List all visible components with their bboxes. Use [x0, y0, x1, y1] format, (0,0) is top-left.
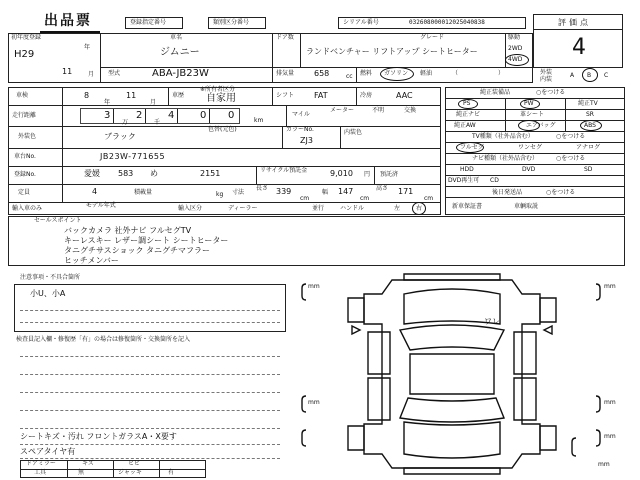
- color-code-label: カラーNo.: [286, 126, 314, 133]
- mile-option-meter: メーター: [330, 107, 355, 114]
- interior-color-label: 内装色: [344, 129, 363, 136]
- direct-import-label: 並行: [312, 205, 325, 212]
- displacement-unit: cc: [346, 73, 353, 80]
- sales-point-line-4: ヒッチメンバー: [64, 256, 119, 265]
- shift-label: シフト: [276, 92, 295, 99]
- eq-airbag: エアバッグ: [526, 122, 556, 129]
- mileage-unit-man: 万: [122, 119, 129, 126]
- mm-label-mid-left: mm: [308, 399, 320, 406]
- genuine-attach-note: ○をつける: [536, 89, 566, 96]
- height-value: 171: [398, 187, 414, 196]
- sales-points-label: セールスポイント: [34, 217, 82, 224]
- mileage-digit-3: 4: [168, 110, 175, 121]
- manual-label: 車輌取説: [514, 203, 539, 210]
- eq-genuine-navi: 純正ナビ: [456, 111, 481, 118]
- width-label: 幅: [322, 189, 329, 196]
- category-box: [208, 17, 266, 29]
- first-reg-label: 初年度登録: [11, 34, 42, 41]
- legend-scratch: キズ: [82, 460, 94, 467]
- later-shipment-label: 後日発送品: [492, 189, 523, 196]
- displacement-value: 658: [314, 69, 330, 78]
- inspector-notes-label: 検査員記入欄・修復歴「有」の場合は修復箇所・交換箇所を記入: [16, 336, 191, 343]
- tv-fullseg: フルセグ: [460, 144, 484, 151]
- legend-jack: ジャッキ: [118, 469, 142, 476]
- legend-crack: ヒビ: [128, 460, 141, 467]
- tv-oneseg: ワンセグ: [518, 144, 543, 151]
- color-code-value: ZJ3: [300, 136, 313, 145]
- legend-door-mirror: ドアミラー: [26, 460, 56, 467]
- shaken-month-unit: 月: [150, 99, 157, 106]
- exterior-label: 外装: [540, 69, 553, 76]
- mm-label-top-left: mm: [308, 283, 320, 290]
- car-name-label: 車名: [170, 34, 183, 41]
- steering-right: 右: [416, 205, 423, 212]
- ac-value: AAC: [396, 91, 413, 100]
- legend-present: 有: [168, 469, 175, 476]
- serial-value: 032608000012025040838: [409, 19, 485, 26]
- grade-value: ランドベンチャー リフトアップ シートヒーター: [306, 47, 478, 56]
- mileage-digit-5: 0: [228, 110, 235, 121]
- length-label: 長さ: [256, 185, 269, 192]
- displacement-label: 排気量: [276, 70, 295, 77]
- load-label: 積載量: [134, 189, 153, 196]
- warranty-label: 新車保証書: [452, 203, 483, 210]
- overall-grade-box: [533, 14, 623, 68]
- genuine-equipment-label: 純正装備品: [480, 89, 511, 96]
- mm-label-bottom-right: mm: [604, 433, 616, 440]
- grade-label: グレード: [420, 34, 445, 41]
- eq-abs: ABS: [584, 122, 596, 129]
- dvd-playback-label: DVD再生可: [448, 177, 480, 184]
- first-reg-month: 11: [62, 67, 73, 76]
- use-value: 自家用: [206, 93, 236, 104]
- tv-type-label: TV種類（社外品含む）: [472, 133, 534, 140]
- drive-label: 駆動: [508, 34, 521, 41]
- remark-line-2: スペアタイヤ有: [20, 447, 76, 456]
- mileage-label: 走行距離: [12, 112, 37, 119]
- eq-genuine-aw: 純正AW: [454, 122, 476, 129]
- chassis-value: JB23W-771655: [100, 152, 166, 161]
- mile-option-unknown: 不明: [372, 107, 385, 114]
- sales-point-line-1: バックカメラ 社外ナビ フルセグTV: [64, 226, 192, 235]
- mileage-unit-sen: 千: [154, 119, 161, 126]
- steering-left: 左: [394, 205, 401, 212]
- sales-point-line-3: タニグチサスショック タニグチマフラー: [64, 246, 211, 255]
- notes-label: 注意事項・不具合箇所: [20, 274, 81, 281]
- recycle-status: 預託済: [380, 171, 399, 178]
- mileage-digit-2: 2: [136, 110, 143, 121]
- reg-label: 登録No.: [14, 171, 36, 178]
- steering-label: ハンドル: [340, 205, 365, 212]
- shift-value: FAT: [314, 91, 328, 100]
- chassis-label: 車台No.: [14, 153, 36, 160]
- color-change-label: 色替(元色): [208, 126, 237, 133]
- first-reg-year: H29: [14, 49, 35, 60]
- car-name-value: ジムニー: [160, 47, 200, 58]
- serial-label: シリアル番号: [343, 19, 379, 26]
- tv-analog: アナログ: [576, 144, 601, 151]
- capacity-label: 定員: [18, 189, 31, 196]
- mm-label-bottom: mm: [598, 461, 610, 468]
- width-value: 147: [338, 187, 354, 196]
- month-unit: 月: [88, 71, 95, 78]
- import-type-value: ディーラー: [228, 205, 258, 212]
- mile-option-replaced: 交換: [404, 107, 417, 114]
- size-label: 寸法: [232, 189, 245, 196]
- navi-type-label: ナビ種類（社外品含む）: [472, 155, 539, 162]
- reg-kana: め: [150, 169, 158, 178]
- eq-leather-seat: 革シート: [520, 111, 545, 118]
- sales-point-line-2: キーレスキー レザー調シート シートヒーター: [64, 236, 229, 245]
- navi-hdd: HDD: [460, 166, 474, 173]
- ext-grade-b: B: [587, 72, 592, 79]
- car-body-diagram: [300, 270, 636, 478]
- shaken-year: 8: [84, 91, 90, 100]
- mm-label-mid-right: mm: [604, 399, 616, 406]
- navi-dvd: DVD: [522, 166, 536, 173]
- ac-label: 冷房: [360, 92, 373, 99]
- fuel-gasoline: ガソリン: [384, 70, 409, 77]
- ext-grade-a: A: [570, 72, 575, 79]
- drive-4wd: 4WD: [508, 56, 523, 63]
- notes-value: 小U、小A: [30, 289, 66, 298]
- mileage-unit: km: [254, 117, 264, 124]
- eq-pw: PW: [524, 100, 534, 107]
- capacity-value: 4: [92, 187, 98, 196]
- legend-none: 無: [78, 469, 85, 476]
- serial-box: [338, 17, 526, 29]
- width-unit: cm: [360, 195, 370, 202]
- shaken-month: 11: [126, 91, 137, 100]
- length-value: 339: [276, 187, 292, 196]
- eq-ps: PS: [463, 100, 471, 107]
- door-label: ドア数: [276, 34, 294, 41]
- reg-prefecture: 愛媛: [84, 169, 100, 178]
- category-label: 類別区分番号: [213, 19, 250, 26]
- year-unit: 年: [84, 44, 91, 51]
- model-label: 型式: [108, 70, 121, 77]
- use-label: 車歴: [172, 92, 185, 99]
- load-unit: kg: [216, 191, 224, 198]
- damage-mark-crack: ワレ: [484, 317, 500, 326]
- legend-tools: 工具: [34, 469, 47, 476]
- use-note: ※所有者区分: [200, 86, 236, 93]
- fuel-diesel: 軽油: [420, 70, 433, 77]
- overall-grade-value: 4: [572, 35, 586, 60]
- import-type-label: 輸入区分: [178, 205, 203, 212]
- reg-designation-label: 登録指定番号: [130, 19, 167, 26]
- length-unit: cm: [300, 195, 310, 202]
- mileage-digit-4: 0: [200, 110, 207, 121]
- mile-label: マイル: [292, 111, 310, 118]
- navi-sd: SD: [584, 166, 593, 173]
- color-label: 外装色: [18, 133, 37, 140]
- recycle-value: 9,010: [330, 169, 353, 178]
- eq-genuine-tv: 純正TV: [578, 100, 598, 107]
- drive-2wd: 2WD: [508, 45, 523, 52]
- ext-grade-c: C: [604, 72, 609, 79]
- reg-designation-box: [125, 17, 183, 29]
- mm-label-top-right: mm: [604, 283, 616, 290]
- reg-number: 2151: [200, 169, 221, 178]
- eq-sunroof: SR: [586, 111, 594, 118]
- overall-grade-label: 評価点: [558, 18, 591, 27]
- mileage-digit-1: 3: [104, 110, 111, 121]
- height-label: 高さ: [376, 185, 389, 192]
- model-value: ABA-JB23W: [152, 68, 209, 79]
- sheet-title: 出品票: [44, 13, 92, 29]
- height-unit: cm: [424, 195, 434, 202]
- shaken-label: 車検: [16, 92, 29, 99]
- recycle-label: リサイクル預託金: [260, 167, 308, 174]
- interior-label: 内装: [540, 76, 553, 83]
- shaken-year-unit: 年: [104, 99, 111, 106]
- reg-class: 583: [118, 169, 134, 178]
- remark-line-1: シートキズ・汚れ フロントガラスA・X要す: [20, 432, 177, 441]
- fuel-label: 燃料: [360, 70, 373, 77]
- cd-label: CD: [490, 177, 499, 184]
- color-value: ブラック: [104, 132, 136, 141]
- model-year-label: モデル年式: [86, 202, 116, 209]
- recycle-unit: 円: [364, 171, 371, 178]
- import-note: 輸入車のみ: [12, 205, 43, 212]
